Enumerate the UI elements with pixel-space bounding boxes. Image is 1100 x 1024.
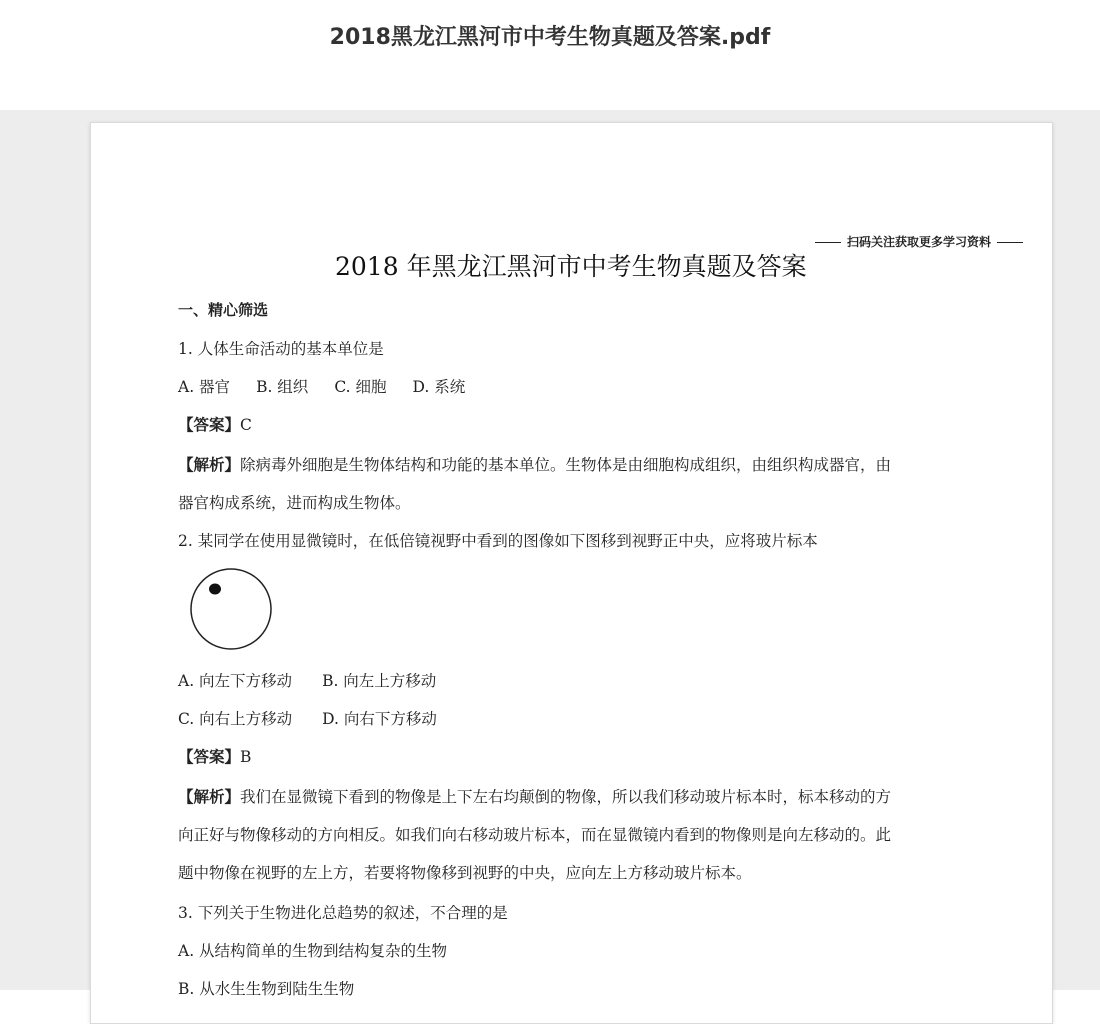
q3-stem: 3. 下列关于生物进化总趋势的叙述，不合理的是 <box>178 904 508 922</box>
analysis-text: 除病毒外细胞是生物体结构和功能的基本单位。生物体是由细胞构成组织，由组织构成器官，由 <box>240 456 892 474</box>
promo-banner <box>809 233 1029 250</box>
q1-option-a: A. 器官 <box>178 378 231 396</box>
file-title: 2018黑龙江黑河市中考生物真题及答案.pdf <box>329 25 771 50</box>
pdf-page <box>90 122 1053 1024</box>
q1-option-b: B. 组织 <box>256 378 309 396</box>
title-bar <box>0 0 1100 110</box>
promo-dash-left <box>815 242 841 243</box>
q2-options-row-2 <box>178 707 463 729</box>
q1-stem: 1. 人体生命活动的基本单位是 <box>178 340 384 358</box>
document-title: 2018 年黑龙江黑河市中考生物真题及答案 <box>335 252 807 281</box>
q1-options <box>178 375 491 397</box>
q1-analysis-line-1 <box>178 453 891 475</box>
section-heading: 一、精心筛选 <box>178 301 269 319</box>
field-of-view-circle <box>191 569 271 649</box>
q3-option-b: B. 从水生生物到陆生生物 <box>178 980 355 998</box>
q2-option-d: D. 向右下方移动 <box>322 710 437 728</box>
q1-option-c: C. 细胞 <box>334 378 387 396</box>
q2-analysis-line-3: 题中物像在视野的左上方，若要将物像移到视野的中央，应向左上方移动玻片标本。 <box>178 864 752 882</box>
q2-analysis-line-2: 向正好与物像移动的方向相反。如我们向右移动玻片标本，而在显微镜内看到的物像则是向左移动的。此 <box>178 826 892 844</box>
promo-text: 扫码关注获取更多学习资料 <box>847 235 992 249</box>
q2-option-a: A. 向左下方移动 <box>178 672 293 690</box>
q1-option-d: D. 系统 <box>412 378 466 396</box>
answer-value: B <box>240 748 252 766</box>
q3-option-a: A. 从结构简单的生物到结构复杂的生物 <box>178 942 448 960</box>
q2-stem: 2. 某同学在使用显微镜时，在低倍镜视野中看到的图像如下图移到视野正中央，应将玻片标本 <box>178 532 818 550</box>
answer-label: 【答案】 <box>178 415 241 434</box>
promo-dash-right <box>997 242 1023 243</box>
q2-answer <box>178 745 251 767</box>
object-dot <box>209 584 221 595</box>
q2-analysis-line-1 <box>178 785 891 807</box>
analysis-label: 【解析】 <box>178 455 241 474</box>
pdf-viewer[interactable] <box>0 110 1100 998</box>
answer-label: 【答案】 <box>178 747 241 766</box>
q2-option-c: C. 向右上方移动 <box>178 710 293 728</box>
microscope-field-figure <box>187 563 277 653</box>
analysis-text: 我们在显微镜下看到的物像是上下左右均颠倒的物像，所以我们移动玻片标本时，标本移动的方 <box>240 788 892 806</box>
q1-analysis-line-2: 器官构成系统，进而构成生物体。 <box>178 494 411 512</box>
analysis-label: 【解析】 <box>178 787 241 806</box>
q2-options-row-1 <box>178 669 462 691</box>
q2-option-b: B. 向左上方移动 <box>322 672 437 690</box>
answer-value: C <box>240 416 252 434</box>
q1-answer <box>178 413 252 435</box>
